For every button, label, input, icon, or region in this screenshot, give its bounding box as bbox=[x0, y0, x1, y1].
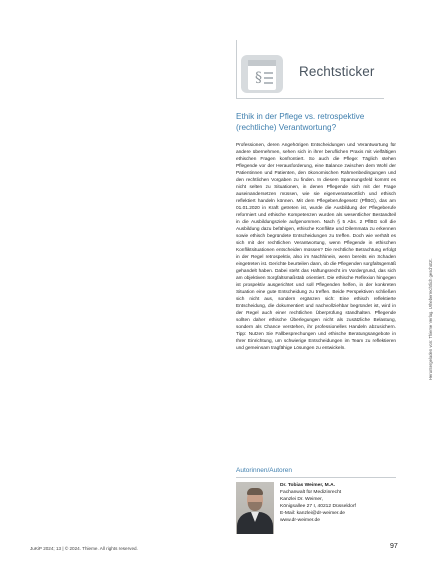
author-name: Dr. Tobias Weimer, M.A. bbox=[280, 483, 335, 488]
author-email: E-Mail: kanzlei@dr-weimer.de bbox=[280, 511, 346, 516]
authors-divider bbox=[236, 477, 396, 478]
author-line: Kanzlei Dr. Weimer, bbox=[280, 497, 323, 502]
author-info bbox=[280, 482, 410, 524]
article-title: Ethik in der Pflege vs. retrospektive (rechtliche) Verantwortung? bbox=[236, 112, 365, 132]
page-number: 97 bbox=[390, 543, 398, 550]
article-body bbox=[236, 142, 396, 352]
authors-heading: Autorinnen/Autoren bbox=[236, 467, 293, 474]
article-body-paragraph: Professionen, deren Angehörigen Entscheidungen und Verantwortung für andere übernehmen, sehen sich in ihrer beruflichen Praxis mit vielfältigen ethischen Fragen konfrontiert. So auch die Pflege: Täglich stehen Pflegende vor der Herausforderung, eine Balance zwischen dem Wohl der Patientinnen und Patienten, den ökonomischen Rahmenbedingungen und den rechtlichen Vorgaben zu finden. In diesem Spannungsfeld kommt es nicht selten zu Situationen, in denen Pflegende sich mit der Frage auseinandersetzen müssen, wie sie eigenverantwortlich und ethisch reflektiert handeln können. Mit dem Pflegeberufegesetz (PflBG), das am 01.01.2020 in Kraft getreten ist, wurde die Ausbildung der Pflegeberufe reformiert und ethische Kompetenzen wurden als wesentlicher Bestandteil in die Ausbildungsziele aufgenommen. Nach § 5 Abs. 2 PflBG soll die Ausbildung dazu befähigen, ethische Konflikte und Dilemmata zu erkennen sowie ethisch begründete Entscheidungen zu treffen. Doch wie verhält es sich mit der rechtlichen Verantwortung, wenn Pflegende in ethischen Konfliktsituationen entscheiden müssen? Die rechtliche Betrachtung erfolgt in der Regel retrospektiv, also im Nachhinein, wenn bereits ein Schaden eingetreten ist. Gerichte beurteilen dann, ob die Pflegenden sorgfaltsgemäß gehandelt haben. Dabei steht das Haftungsrecht im Vordergrund, das sich am objektiven Sorgfaltsmaßstab orientiert. Die ethische Reflexion hingegen ist prospektiv ausgerichtet und soll Pflegenden helfen, in der konkreten Situation eine gute Entscheidung zu treffen. Beide Perspektiven schließen sich nicht aus, sondern ergänzen sich: Eine ethisch reflektierte Entscheidung, die dokumentiert und nachvollziehbar begründet ist, wird in der Regel auch einer rechtlichen Überprüfung standhalten. Pflegende sollten daher ethische Überlegungen nicht als zusätzliche Belastung, sondern als Chance verstehen, ihr professionelles Handeln abzusichern. Tipp: Nutzen Sie Fallbesprechungen und ethische Beratungsangebote in Ihrer Einrichtung, um schwierige Entscheidungen im Team zu reflektieren und gemeinsam tragfähige Lösungen zu entwickeln. bbox=[236, 143, 396, 351]
author-photo bbox=[236, 482, 274, 534]
download-note: Heruntergeladen von: Thieme Verlag. Urheberrechtlich geschützt. bbox=[428, 258, 433, 380]
header-left-rule bbox=[236, 40, 237, 98]
section-title: Rechtsticker bbox=[299, 64, 375, 79]
svg-text:§: § bbox=[255, 70, 262, 86]
author-line: Fachanwalt für Medizinrecht bbox=[280, 490, 342, 495]
author-website: www.dr-weimer.de bbox=[280, 518, 320, 523]
footer-citation: JuKiP 2024; 13 | © 2024. Thieme. All rights reserved. bbox=[30, 546, 138, 551]
paragraph-document-icon bbox=[240, 52, 286, 96]
author-line: Königsallee 27 I, 40212 Düsseldorf bbox=[280, 504, 356, 509]
header-divider bbox=[236, 98, 384, 99]
